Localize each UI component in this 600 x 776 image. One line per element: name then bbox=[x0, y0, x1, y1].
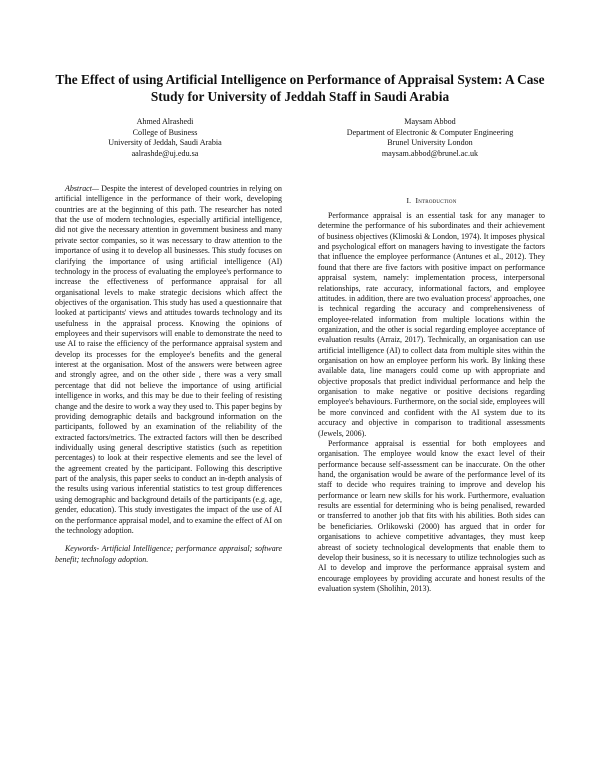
author-block-1 bbox=[65, 117, 265, 160]
abstract bbox=[55, 184, 282, 536]
author-affiliation: Department of Electronic & Computer Engineering bbox=[346, 127, 514, 137]
paper-title: The Effect of using Artificial Intelligence on Performance of Appraisal System: A Case Study for University of Jeddah Staff in Saudi Arabia bbox=[55, 72, 545, 104]
author-email: aalrashde@uj.edu.sa bbox=[131, 149, 199, 159]
section-heading bbox=[318, 196, 545, 206]
left-column bbox=[55, 184, 282, 565]
author-block-2 bbox=[305, 117, 555, 160]
abstract-label: Abstract— bbox=[65, 184, 99, 193]
author-name: Ahmed Alrashedi bbox=[136, 117, 194, 126]
section-title: Introduction bbox=[415, 196, 457, 205]
abstract-text: Despite the interest of developed countries in relying on artificial intelligence in the performance of their work, developing countries are at the beginning of this path. The researcher has noted that the use of modern technologies, especially artificial intelligence, did not give the necessary attention in government business and many private sector companies, so it was necessary to draw attention to the importance of using it to develop all businesses. This study focuses on clarifying the importance of using artificial intelligence (AI) technology in the process of evaluating the employee's performance to increase the effectiveness of performance appraisal for all organisational levels to make strategic decisions which affect the objectives of the organisation. This study has used a questionnaire that looked at participants' views and attitudes towards technology and its usefulness in the appraisal process. Knowing the opinions of employees and their supervisors will enable to demonstrate the need to use AI to raise the efficiency of the performance appraisal system and develop its processes for the employee's benefits and the general interest at the organisation. Most of the answers were between agree and strongly agree, and on the other side , there was a very small percentage that did not believe the importance of using artificial intelligence in works, and this may be due to their feeling of resisting change and the desire to work a way they used to. This paper begins by providing demographic details and background information on the participants, followed by an examination of the reliability of the extracted factors/metrics. The extracted factors will then be described individually using general descriptive statistics (such as repetition percentages) to look at their respective elements and see the level of the agreement created by the participant. Following this descriptive part of the analysis, this paper seeks to conduct an in-depth analysis of the results using various inferential statistics to test group differences using demographic and background details of the participants (e.g. age, gender, education). This study investigates the impact of the use of AI on the performance appraisal model, and to examine the effect of AI on the technology adoption. bbox=[55, 184, 282, 535]
keywords: Keywords- Artificial Intelligence; performance appraisal; software benefit; technology adoption. bbox=[55, 544, 282, 564]
author-affiliation: Brunel University London bbox=[387, 138, 473, 148]
author-name: Maysam Abbod bbox=[404, 117, 456, 126]
author-email: maysam.abbod@brunel.ac.uk bbox=[381, 149, 479, 159]
section-number: I. bbox=[406, 196, 412, 205]
body-paragraph: Performance appraisal is an essential task for any manager to determine the performance of his subordinates and their achievement of business objectives (Klimoski & London, 1974). It imposes physical and psychological effort on managers having to investigate the factors that influence the employee performance (Antunes et al., 2012). They found that there are five factors with positive impact on performance appraisal system, namely: implementation process, interpersonal relationships, rate accuracy, informational factors, and employee attitudes. in addition, there are two evaluation process' approaches, one is technical regarding the accuracy and comprehensiveness of employee-related information from multiple locations within the organization, and the other is social regarding employee acceptance of evaluation results (Arraiz, 2017). Technically, an organisation can use artificial intelligence (AI) to collect data from multiple sites within the organisation on how an employee perform his work. By linking these available data, line managers could come up with appropriate and objective proposals that predict individual performance and help the organisation to make negative or positive decisions regarding employee's behaviours. Furthermore, on the social side, employees will be more convinced and confident with the AI system due to its accuracy and objective in comparison to traditional assessments (Jewels, 2006). bbox=[318, 211, 545, 438]
author-affiliation: College of Business bbox=[132, 127, 198, 137]
author-affiliation: University of Jeddah, Saudi Arabia bbox=[108, 138, 222, 148]
body-paragraph: Performance appraisal is essential for both employees and organisation. The employee would know the exact level of their performance because self-assessment can be inaccurate. On the other hand, the organisation would be aware of the performance level of its staff to decide who requires training to improve and develop his performance or learn new skills for his work. Furthermore, evaluation results are essential for determining who is being penalised, rewarded or transferred to another job that fits with his abilities. Both sides can be beneficiaries. Orlikowski (2000) has argued that in order for organisations to achieve competitive advantages, they must keep abreast of society technological developments that enable them to develop their business, so it is necessary to utilize technologies such as AI to develop and improve the performance appraisal system and encourage employees by providing accurate and honest results of the evaluation system (Sholihin, 2013). bbox=[318, 438, 545, 593]
right-column bbox=[318, 196, 545, 594]
